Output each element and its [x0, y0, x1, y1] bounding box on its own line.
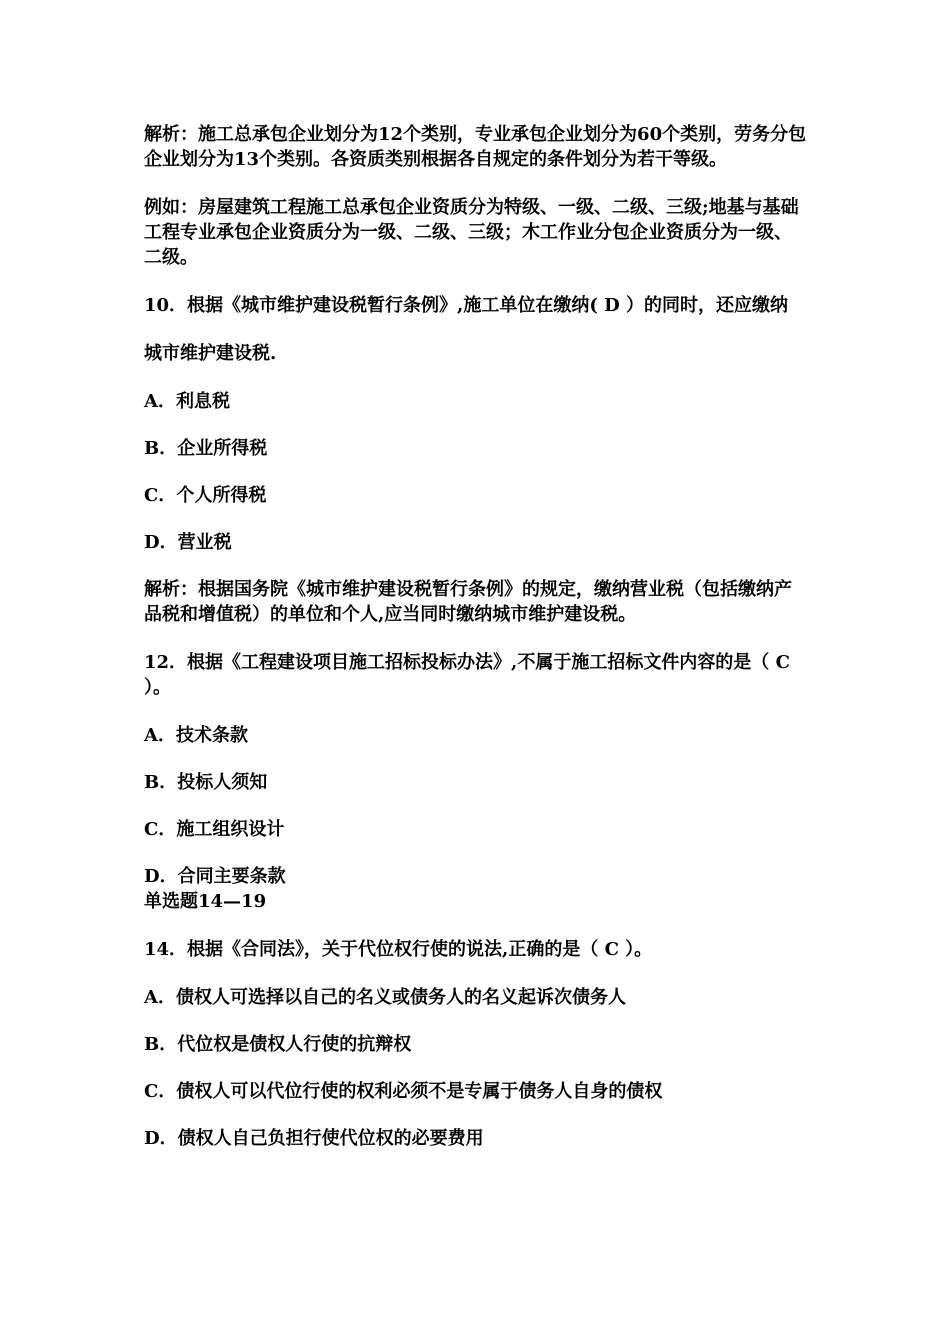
analysis-paragraph-q10: 解析：根据国务院《城市维护建设税暂行条例》的规定，缴纳营业税（包括缴纳产品税和增值税）的单位和个人,应当同时缴纳城市维护建设税。 — [144, 579, 792, 625]
question-10-continuation: 城市维护建设税. — [144, 343, 277, 364]
q10-option-a: A．利息税 — [144, 391, 230, 412]
question-14: 14．根据《合同法》，关于代位权行使的说法,正确的是（ C ）。 — [144, 939, 653, 960]
analysis-paragraph-q9: 解析：施工总承包企业划分为12个类别，专业承包企业划分为60个类别，劳务分包企业划分为13个类别。各资质类别根据各自规定的条件划分为若干等级。 — [144, 124, 807, 170]
q14-option-c: C．债权人可以代位行使的权利必须不是专属于债务人自身的债权 — [144, 1081, 663, 1102]
q10-option-b: B．企业所得税 — [144, 438, 268, 459]
q12-option-a: A．技术条款 — [144, 725, 248, 746]
q12-option-b: B．投标人须知 — [144, 772, 268, 793]
q10-option-c: C．个人所得税 — [144, 485, 267, 506]
example-paragraph-q9: 例如：房屋建筑工程施工总承包企业资质分为特级、一级、二级、三级;地基与基础工程专业承包企业资质分为一级、二级、三级；木工作业分包企业资质分为一级、二级。 — [144, 197, 799, 268]
q14-option-a: A．债权人可选择以自己的名义或债务人的名义起诉次债务人 — [144, 987, 626, 1008]
question-12: 12．根据《工程建设项目施工招标投标办法》,不属于施工招标文件内容的是（ C ）。 — [144, 652, 790, 698]
q12-option-c: C．施工组织设计 — [144, 819, 285, 840]
document-page — [144, 122, 824, 1151]
q14-option-b: B．代位权是债权人行使的抗辩权 — [144, 1034, 412, 1055]
q14-option-d: D．债权人自己负担行使代位权的必要费用 — [144, 1128, 484, 1149]
q12-option-d: D．合同主要条款 — [144, 866, 286, 887]
question-10: 10．根据《城市维护建设税暂行条例》,施工单位在缴纳( D ）的同时，还应缴纳 — [144, 295, 788, 316]
section-heading: 单选题14—19 — [144, 891, 267, 912]
q10-option-d: D．营业税 — [144, 532, 232, 553]
